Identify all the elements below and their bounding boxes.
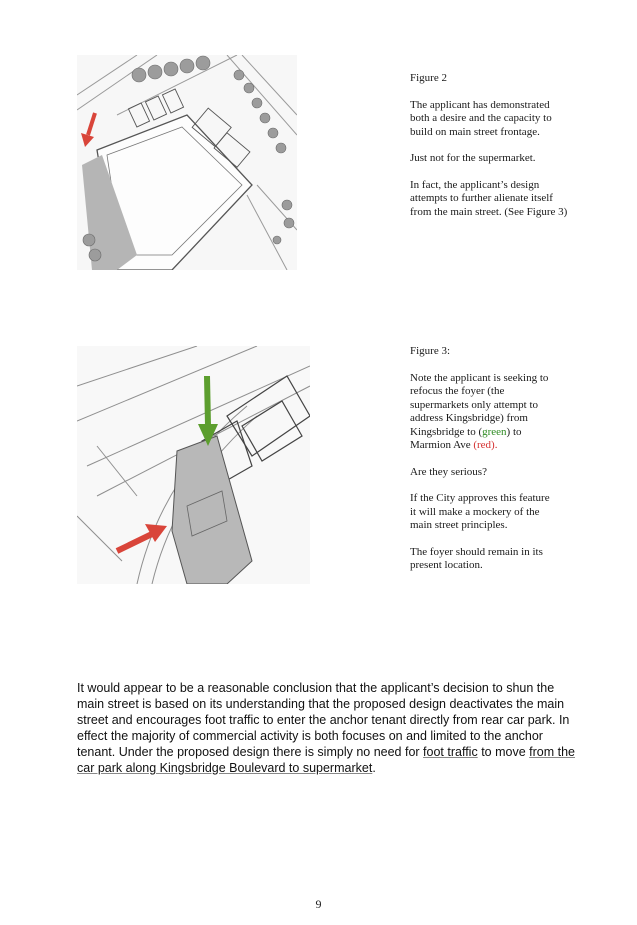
figure-3-caption [410, 345, 610, 586]
note-text-middle: ) to Marmion Ave [410, 425, 522, 451]
figure-3-title: Figure 3: [410, 345, 451, 357]
figure-3-question: Are they serious? [410, 465, 487, 478]
figure-2-text-1: The applicant has demonstrated both a desire and the capacity to build on main street frontage. [410, 98, 552, 138]
underlined-route: from the car park along Kingsbridge Boulevard to supermarket [77, 745, 575, 775]
figure-2-text-3: In fact, the applicant’s design attempts to further alienate itself from the main street. (See Figure 3) [410, 178, 568, 218]
body-text-before: It would appear to be a reasonable conclusion that the applicant’s decision to shun the main street is based on its understanding that the proposed design deactivates the main street and encourages foot traffic to enter the anchor tenant directly from rear car park. In effect the majority of commercial activity is both focuses on and limited to the anchor tenant. Under the proposed design there is simply no need for [77, 681, 570, 759]
body-paragraph [77, 680, 577, 776]
figure-3-site-plan [77, 346, 310, 584]
note-text-before: Note the applicant is seeking to refocus the foyer (the supermarkets only attempt to address Kingsbridge) from Kingsbridge to ( [410, 371, 549, 438]
figure-2-site-plan [77, 55, 297, 270]
figure-2-caption [410, 72, 610, 232]
figure-3-warning: If the City approves this feature it will make a mockery of the main street principles. [410, 492, 550, 531]
figure-3-note [410, 372, 610, 453]
figure-3-conclusion: The foyer should remain in its present location. [410, 545, 543, 571]
red-word: (red). [473, 439, 498, 451]
figure-2-title: Figure 2 [410, 72, 447, 84]
green-word: green [482, 425, 507, 438]
underlined-foot-traffic: foot traffic [423, 745, 478, 759]
page-number: 9 [315, 897, 322, 911]
body-text-middle: to move [477, 745, 530, 759]
figure-2-text-2: Just not for the supermarket. [410, 152, 536, 164]
body-text-after: . [372, 761, 376, 775]
